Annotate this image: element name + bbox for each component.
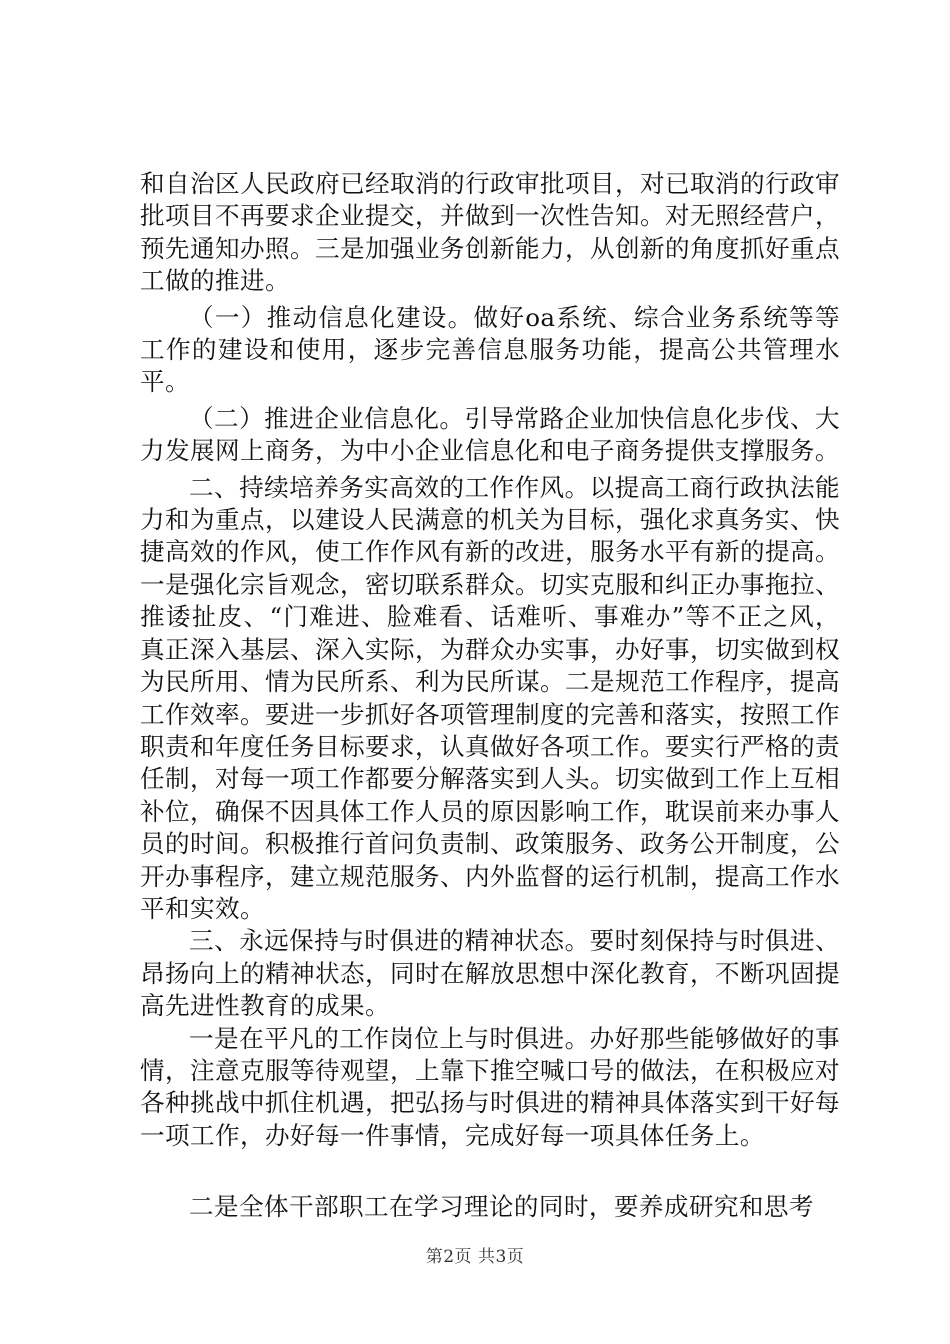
paragraph-spirit-state: 三、永远保持与时俱进的精神状态。要时刻保持与时俱进、昂扬向上的精神状态，同时在解放思想中深化教育，不断巩固提高先进性教育的成果。	[140, 926, 840, 1021]
page-footer	[0, 1242, 950, 1267]
page-number-label: 第2页 共3页	[425, 1247, 525, 1267]
paragraph-informatization: （一）推动信息化建设。做好oa系统、综合业务系统等等工作的建设和使用，逐步完善信息服务功能，提高公共管理水平。	[140, 302, 840, 397]
paragraph-continuation: 和自治区人民政府已经取消的行政审批项目，对已取消的行政审批项目不再要求企业提交，并做到一次性告知。对无照经营户，预先通知办照。三是加强业务创新能力，从创新的角度抓好重点工做的推进。	[140, 169, 840, 296]
paragraph-work-style: 二、持续培养务实高效的工作作风。以提高工商行政执法能力和为重点，以建设人民满意的机关为目标，强化求真务实、快捷高效的作风，使工作作风有新的改进，服务水平有新的提高。一是强化宗旨观念，密切联系群众。切实克服和纠正办事拖拉、推诿扯皮、“门难进、脸难看、话难听、事难办”等不正之风，真正深入基层、深入实际，为群众办实事，办好事，切实做到权为民所用、情为民所系、利为民所谋。二是规范工作程序，提高工作效率。要进一步抓好各项管理制度的完善和落实，按照工作职责和年度任务目标要求，认真做好各项工作。要实行严格的责任制，对每一项工作都要分解落实到人头。切实做到工作上互相补位，确保不因具体工作人员的原因影响工作，耽误前来办事人员的时间。积极推行首问负责制、政策服务、政务公开制度，公开办事程序，建立规范服务、内外监督的运行机制，提高工作水平和实效。	[140, 472, 840, 923]
paragraph-study-theory: 二是全体干部职工在学习理论的同时，要养成研究和思考	[189, 1192, 814, 1222]
paragraph-advance-with-times: 一是在平凡的工作岗位上与时俱进。办好那些能够做好的事情，注意克服等待观望，上靠下推空喊口号的做法，在积极应对各种挑战中抓住机遇，把弘扬与时俱进的精神具体落实到干好每一项工作，办好每一件事情，完成好每一项具体任务上。	[140, 1023, 840, 1150]
paragraph-enterprise-informatization: （二）推进企业信息化。引导常路企业加快信息化步伐、大力发展网上商务，为中小企业信息化和电子商务提供支撑服务。	[140, 403, 840, 466]
document-body	[140, 168, 840, 1224]
